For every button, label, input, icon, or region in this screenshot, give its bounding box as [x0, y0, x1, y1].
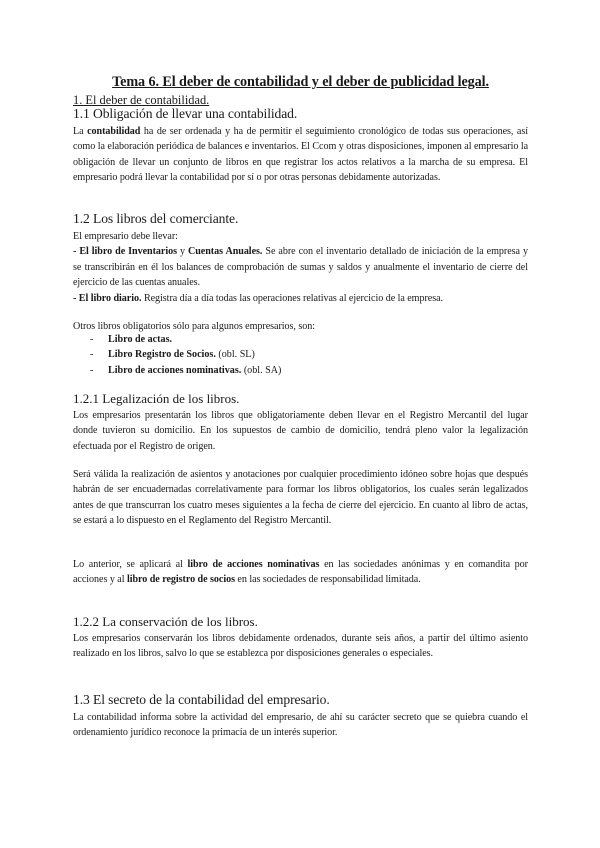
paragraph-libros: El empresario debe llevar: - El libro de Inventarios y Cuentas Anuales. Se abre con el inventario detallado de iniciación de la empresa y se transcribirán en él los balances de comprobación de sumas y saldos y anualmente el inventario de cierre del ejercicio de las cuentas anuales. - El libro diario. Registra día a día todas las operaciones relativas al ejercicio de la empresa.: [73, 231, 528, 304]
list-item: - Libro Registro de Socios. (obl. SL): [90, 349, 255, 361]
heading-1-2-2: 1.2.2 La conservación de los libros.: [73, 614, 258, 629]
heading-1-2: 1.2 Los libros del comerciante.: [73, 211, 239, 226]
paragraph-legalizacion-3: Lo anterior, se aplicará al libro de acciones nominativas en las sociedades anónimas y en comandita por acciones y al libro de registro de socios en las sociedades de responsabilidad limitada.: [73, 559, 528, 586]
paragraph-legalizacion-1: Los empresarios presentarán los libros que obligatoriamente deben llevar en el Registro Mercantil del lugar donde tuvieron su domicilio. En los supuestos de cambio de domicilio, tendrá pleno valor la legalización efectuada por el Registro de origen.: [73, 410, 528, 452]
paragraph-contabilidad: La contabilidad ha de ser ordenada y ha de permitir el seguimiento cronológico de todas sus operaciones, así como la elaboración periódica de balances e inventarios. El Ccom y otras disposiciones, imponen al empresario la obligación de llevar un conjunto de libros en que registrar los actos relativos a la marcha de su empresa. El empresario podrá llevar la contabilidad por sí o por otras personas debidamente autorizadas.: [73, 126, 528, 184]
heading-1-1: 1.1 Obligación de llevar una contabilidad.: [73, 106, 298, 121]
page-title: Tema 6. El deber de contabilidad y el deber de publicidad legal.: [112, 74, 489, 90]
paragraph-conservacion: Los empresarios conservarán los libros debidamente ordenados, durante seis años, a partir del último asiento realizado en los libros, salvo lo que se establezca por disposiciones generales o especiales.: [73, 633, 528, 660]
list-item: - Libro de acciones nominativas. (obl. SA): [90, 364, 282, 376]
other-books-list: [73, 332, 528, 378]
paragraph-secreto: La contabilidad informa sobre la actividad del empresario, de ahí su carácter secreto que se quiebra cuando el ordenamiento jurídico reconoce la primacía de un interés superior.: [73, 712, 528, 739]
list-item: - Libro de actas.: [90, 334, 173, 345]
heading-1-2-1: 1.2.1 Legalización de los libros.: [73, 391, 240, 406]
other-books-intro: Otros libros obligatorios sólo para algunos empresarios, son:: [73, 321, 315, 332]
section-heading-1: 1. El deber de contabilidad.: [73, 93, 210, 107]
paragraph-legalizacion-2: Será válida la realización de asientos y anotaciones por cualquier procedimiento idóneo sobre hojas que después habrán de ser encuadernadas correlativamente para formar los libros obligatorios, los cuales serán legalizados antes de que transcurran los cuatro meses siguientes a la fecha de cierre del ejercicio. En cuanto al libro de actas, se estará a lo dispuesto en el Reglamento del Registro Mercantil.: [73, 469, 528, 527]
heading-1-3: 1.3 El secreto de la contabilidad del empresario.: [73, 692, 330, 707]
